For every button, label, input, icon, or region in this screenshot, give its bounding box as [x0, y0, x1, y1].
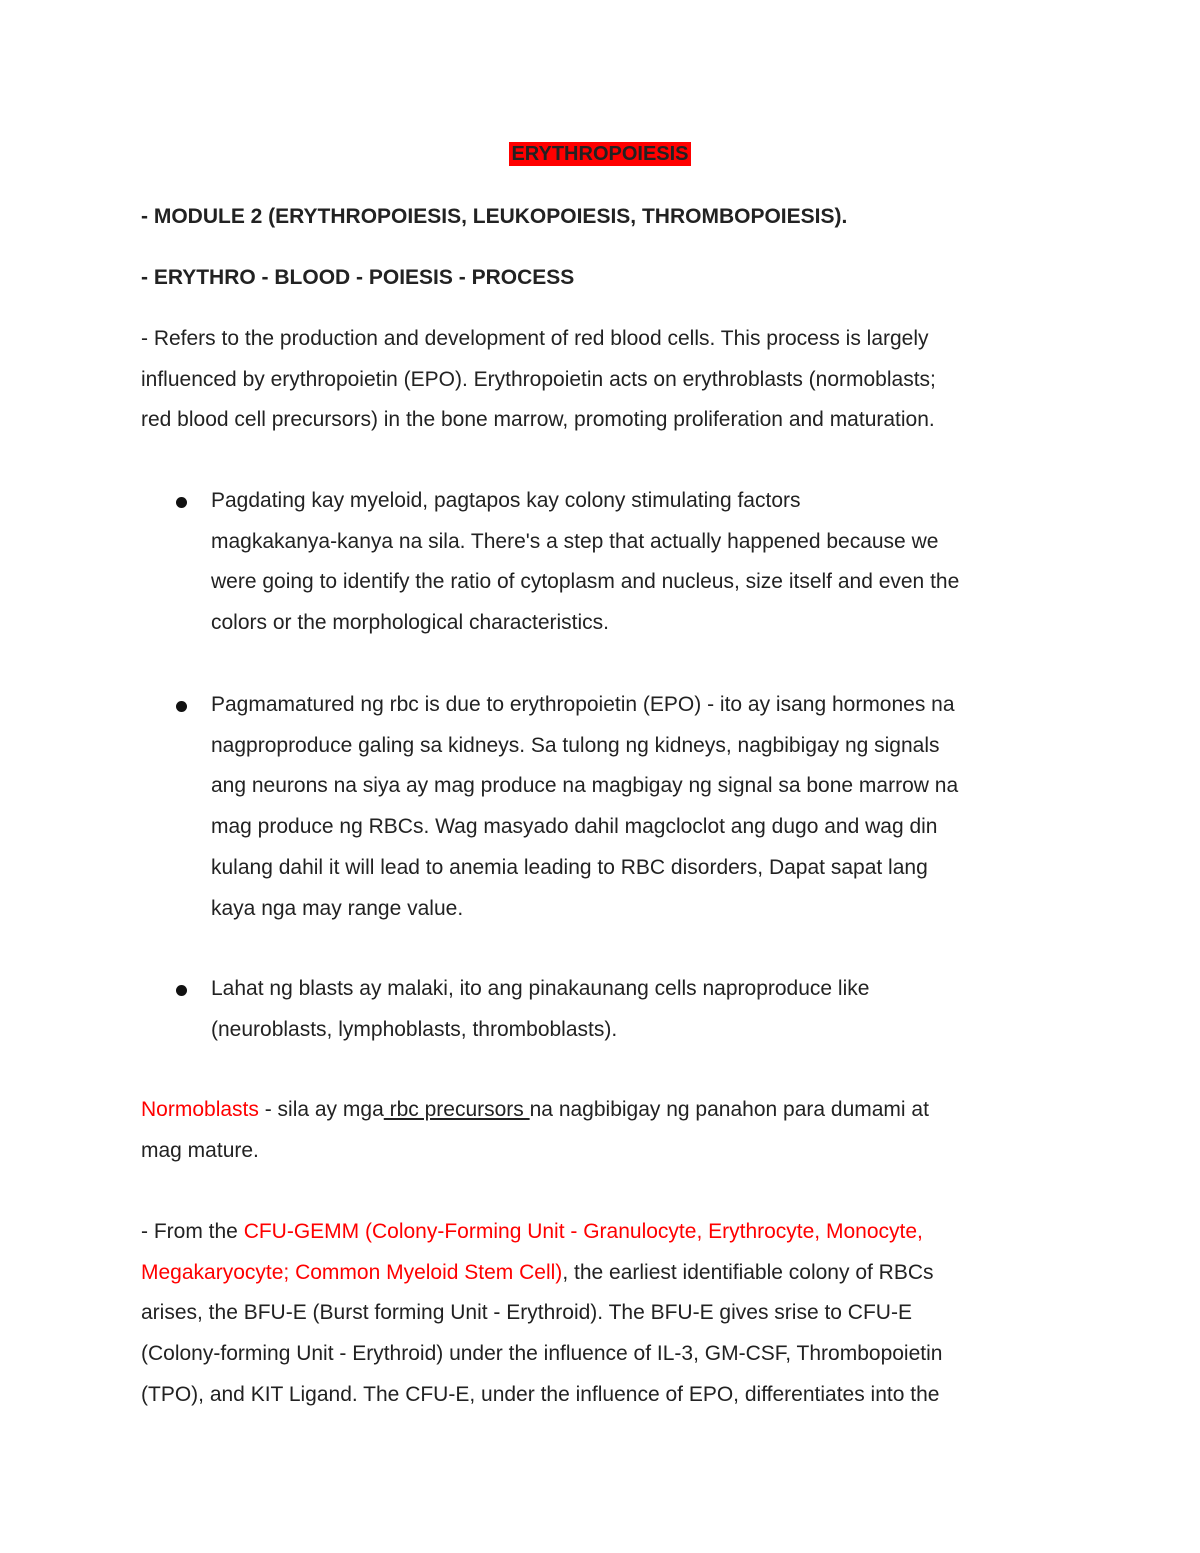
module-line: - MODULE 2 (ERYTHROPOIESIS, LEUKOPOIESIS, THROMBOPOIESIS). [141, 205, 848, 228]
etymology-line: - ERYTHRO - BLOOD - POIESIS - PROCESS [141, 266, 575, 289]
cfu-line: (Colony-forming Unit - Erythroid) under the influence of IL-3, GM-CSF, Thrombopoietin [141, 1342, 943, 1366]
cfu-gemm-term-cont: Megakaryocyte; Common Myeloid Stem Cell) [141, 1260, 563, 1284]
bullet-line: kulang dahil it will lead to anemia leading to RBC disorders, Dapat sapat lang [211, 855, 928, 879]
cfu-line: (TPO), and KIT Ligand. The CFU-E, under the influence of EPO, differentiates into the [141, 1382, 940, 1406]
normoblasts-line: mag mature. [141, 1138, 259, 1162]
bullet-dot-icon [176, 701, 187, 712]
bullet-line: Pagdating kay myeloid, pagtapos kay colony stimulating factors [211, 489, 801, 512]
bullet-line: colors or the morphological characteristics. [211, 611, 609, 635]
normoblasts-rest: na nagbibigay ng panahon para dumami at [529, 1098, 929, 1121]
bullet-dot-icon [176, 497, 187, 508]
rbc-precursors-underlined: rbc precursors [383, 1098, 530, 1121]
bullet-line: mag produce ng RBCs. Wag masyado dahil magcloclot ang dugo and wag din [211, 815, 938, 839]
bullet-line: Lahat ng blasts ay malaki, ito ang pinakaunang cells naproproduce like [211, 977, 870, 1000]
bullet-line: kaya nga may range value. [211, 896, 464, 920]
bullet-text [211, 685, 1071, 929]
bullet-line: ang neurons na siya ay mag produce na magbigay ng signal sa bone marrow na [211, 774, 959, 798]
bullet-dot-icon [176, 985, 187, 996]
bullet-text [211, 481, 1071, 644]
cfu-gemm-term: CFU-GEMM (Colony-Forming Unit - Granulocyte, Erythrocyte, Monocyte, [243, 1220, 923, 1243]
cfu-line [141, 1253, 1061, 1294]
bullet-line: nagproproduce galing sa kidneys. Sa tulong ng kidneys, nagbibigay ng signals [211, 733, 940, 757]
bullet-line: magkakanya-kanya na sila. There's a step that actually happened because we [211, 529, 939, 553]
title-container [0, 141, 1200, 167]
normoblasts-after-term: - sila ay mga [258, 1098, 384, 1121]
page-title: ERYTHROPOIESIS [511, 143, 689, 165]
bullet-line: were going to identify the ratio of cytoplasm and nucleus, size itself and even the [211, 570, 960, 594]
intro-line: influenced by erythropoietin (EPO). Erythropoietin acts on erythroblasts (normoblasts; [141, 367, 936, 391]
bullet-line: (neuroblasts, lymphoblasts, thromboblasts). [211, 1017, 618, 1041]
bullet-text [211, 969, 1071, 1050]
normoblasts-line [141, 1090, 1061, 1131]
cfu-after-term: , the earliest identifiable colony of RBCs [562, 1260, 934, 1284]
intro-paragraph [141, 319, 1061, 441]
normoblasts-term: Normoblasts [141, 1098, 259, 1121]
cfu-line: arises, the BFU-E (Burst forming Unit - Erythroid). The BFU-E gives srise to CFU-E [141, 1301, 912, 1325]
cfu-paragraph [141, 1212, 1061, 1416]
bullet-line: Pagmamatured ng rbc is due to erythropoietin (EPO) - ito ay isang hormones na [211, 693, 955, 716]
normoblasts-paragraph [141, 1090, 1061, 1171]
cfu-line [141, 1212, 1061, 1253]
intro-line: - Refers to the production and development of red blood cells. This process is largely [141, 327, 929, 350]
intro-line: red blood cell precursors) in the bone marrow, promoting proliferation and maturation. [141, 408, 935, 432]
cfu-prefix: - From the [141, 1220, 244, 1243]
